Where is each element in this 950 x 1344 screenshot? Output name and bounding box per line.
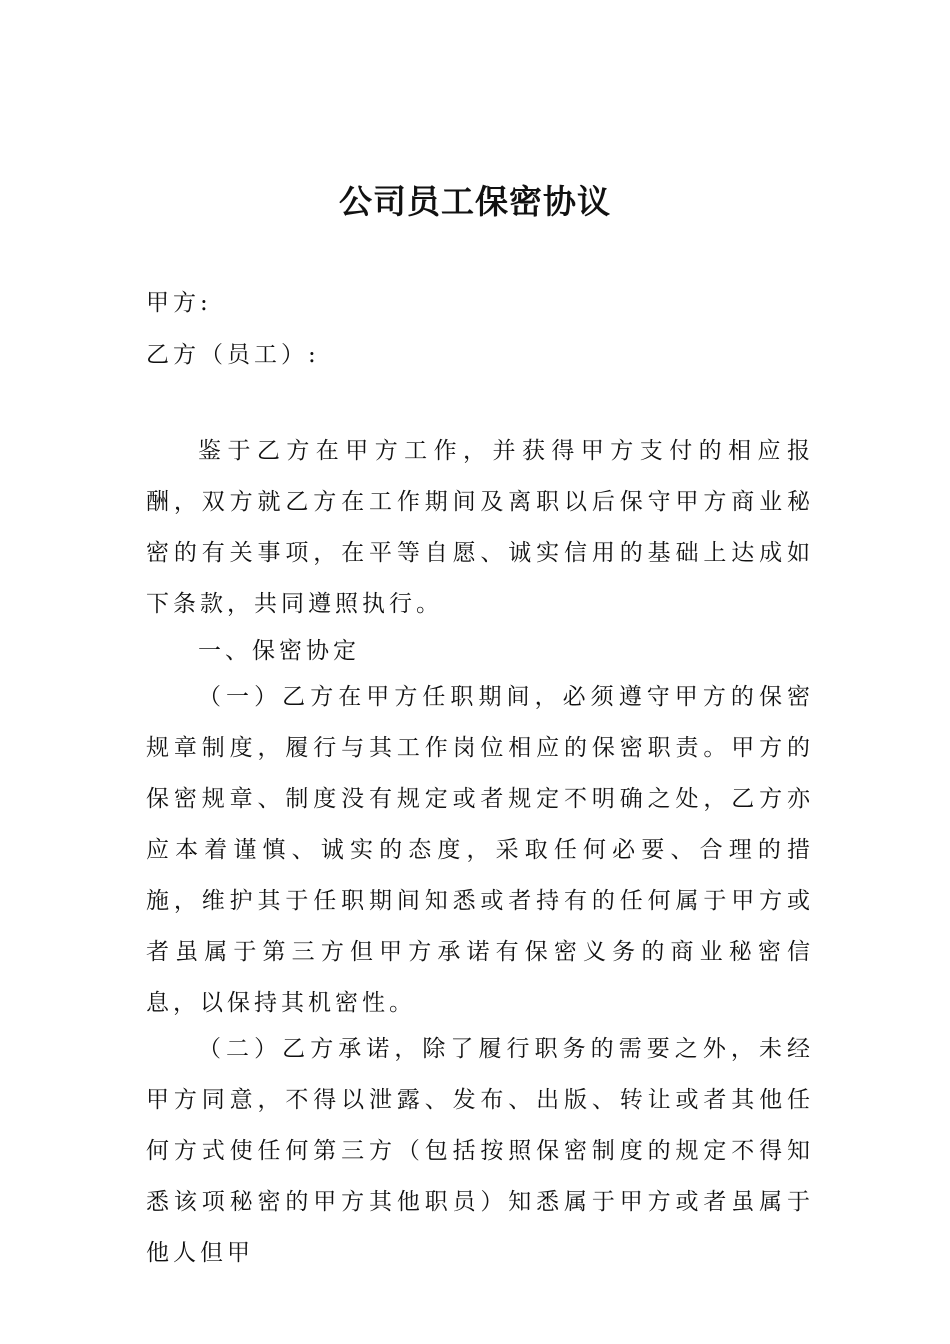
document-title: 公司员工保密协议 (339, 182, 611, 221)
party-a-label: 甲方: (146, 290, 212, 316)
clause-paragraph: （一）乙方在甲方任职期间，必须遵守甲方的保密规章制度，履行与其工作岗位相应的保密职责。甲方的保密规章、制度没有规定或者规定不明确之处，乙方亦应本着谨慎、诚实的态度，采取任何必要、合理的措施，维护其于任职期间知悉或者持有的任何属于甲方或者虽属于第三方但甲方承诺有保密义务的商业秘密信息，以保持其机密性。 (146, 684, 814, 1016)
preamble-paragraph: 鉴于乙方在甲方工作，并获得甲方支付的相应报酬，双方就乙方在工作期间及离职以后保守甲方商业秘密的有关事项，在平等自愿、诚实信用的基础上达成如下条款，共同遵照执行。 (146, 438, 814, 617)
party-b-label: 乙方（员工）: (146, 342, 320, 368)
clause-paragraph: （二）乙方承诺，除了履行职务的需要之外，未经甲方同意，不得以泄露、发布、出版、转让或者其他任何方式使任何第三方（包括按照保密制度的规定不得知悉该项秘密的甲方其他职员）知悉属于甲方或者虽属于他人但甲 (146, 1036, 814, 1266)
section-heading: 一、保密协定 (198, 638, 360, 664)
